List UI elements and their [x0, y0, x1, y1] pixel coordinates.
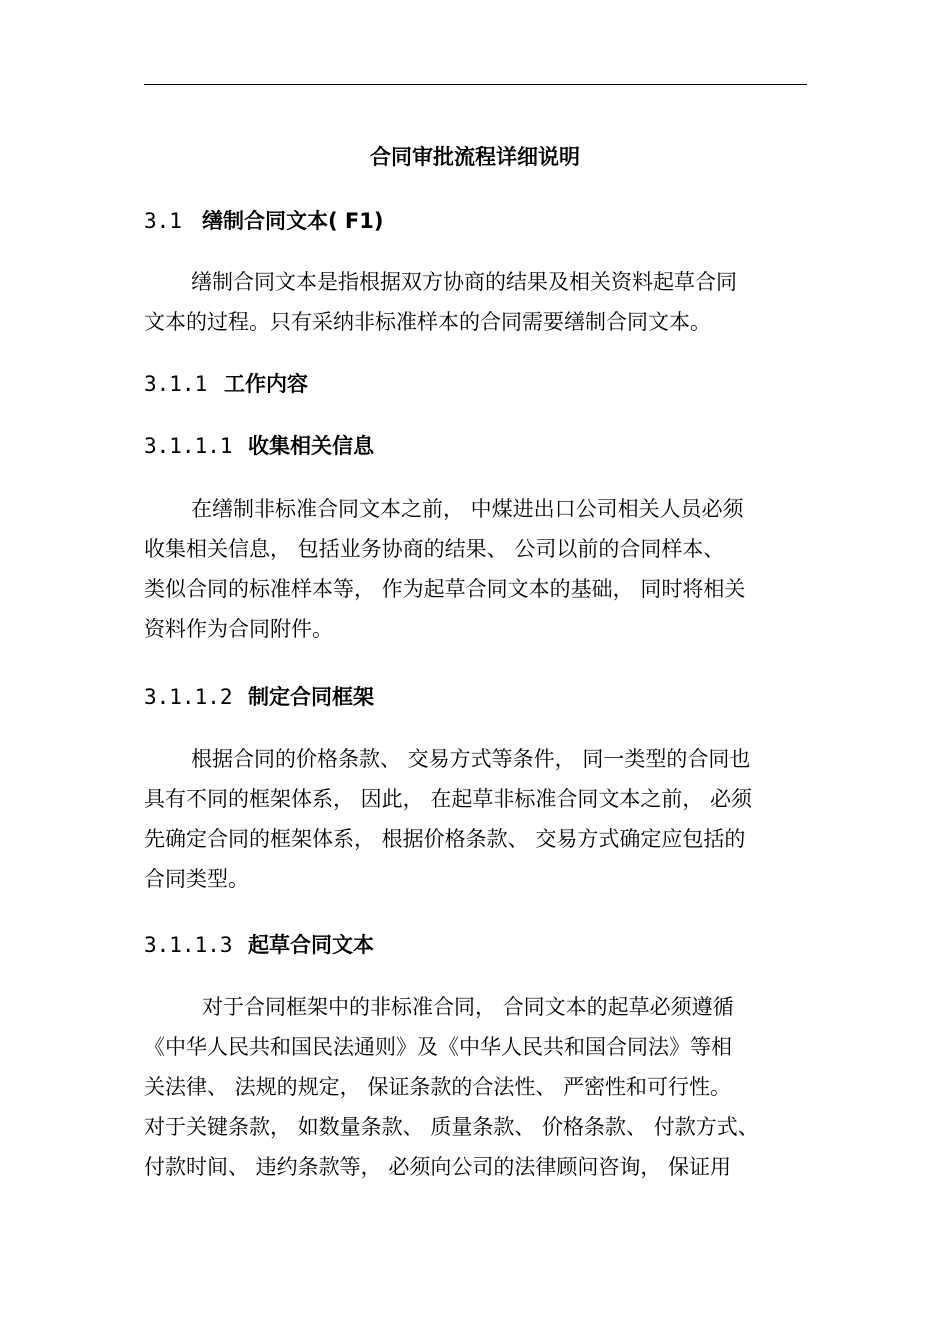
section-heading [144, 682, 374, 712]
section-number: 3.1.1.1 [144, 434, 233, 458]
paragraph-line: 收集相关信息， 包括业务协商的结果、 公司以前的合同样本、 [144, 537, 725, 561]
paragraph-line: 根据合同的价格条款、 交易方式等条件， 同一类型的合同也 [191, 747, 751, 771]
section-heading [144, 930, 374, 960]
section-title: 收集相关信息 [248, 434, 374, 458]
header-rule [144, 84, 807, 85]
paragraph-line: 缮制合同文本是指根据双方协商的结果及相关资料起草合同 [191, 270, 737, 294]
paragraph-line: 具有不同的框架体系， 因此， 在起草非标准合同文本之前， 必须 [144, 787, 753, 811]
section-title: 制定合同框架 [248, 685, 374, 709]
paragraph [144, 739, 824, 899]
section-title: 工作内容 [224, 372, 308, 396]
section-number: 3.1 [144, 209, 182, 233]
section-title: 缮制合同文本( F1) [202, 209, 384, 233]
paragraph-line: 合同类型。 [144, 867, 249, 891]
paragraph [144, 987, 824, 1187]
section-number: 3.1.1.3 [144, 933, 233, 957]
section-heading [144, 206, 383, 236]
section-heading [144, 431, 374, 461]
paragraph-line: 类似合同的标准样本等， 作为起草合同文本的基础， 同时将相关 [144, 577, 746, 601]
paragraph-line: 文本的过程。只有采纳非标准样本的合同需要缮制合同文本。 [144, 310, 711, 334]
paragraph-line: 在缮制非标准合同文本之前， 中煤进出口公司相关人员必须 [191, 497, 744, 521]
paragraph-line: 对于合同框架中的非标准合同， 合同文本的起草必须遵循 [202, 995, 734, 1019]
paragraph [144, 262, 824, 342]
paragraph [144, 489, 824, 649]
document-title: 合同审批流程详细说明 [370, 145, 580, 169]
paragraph-line: 关法律、 法规的规定， 保证条款的合法性、 严密性和可行性。 [144, 1075, 732, 1099]
paragraph-line: 对于关键条款， 如数量条款、 质量条款、 价格条款、 付款方式、 [144, 1115, 759, 1139]
section-number: 3.1.1.2 [144, 685, 233, 709]
paragraph-line: 资料作为合同附件。 [144, 617, 333, 641]
paragraph-line: 《中华人民共和国民法通则》及《中华人民共和国合同法》等相 [144, 1035, 732, 1059]
paragraph-line: 先确定合同的框架体系， 根据价格条款、 交易方式确定应包括的 [144, 827, 746, 851]
paragraph-line: 付款时间、 违约条款等， 必须向公司的法律顾问咨询， 保证用 [144, 1155, 732, 1179]
section-heading [144, 369, 308, 399]
section-number: 3.1.1 [144, 372, 208, 396]
section-title: 起草合同文本 [248, 933, 374, 957]
